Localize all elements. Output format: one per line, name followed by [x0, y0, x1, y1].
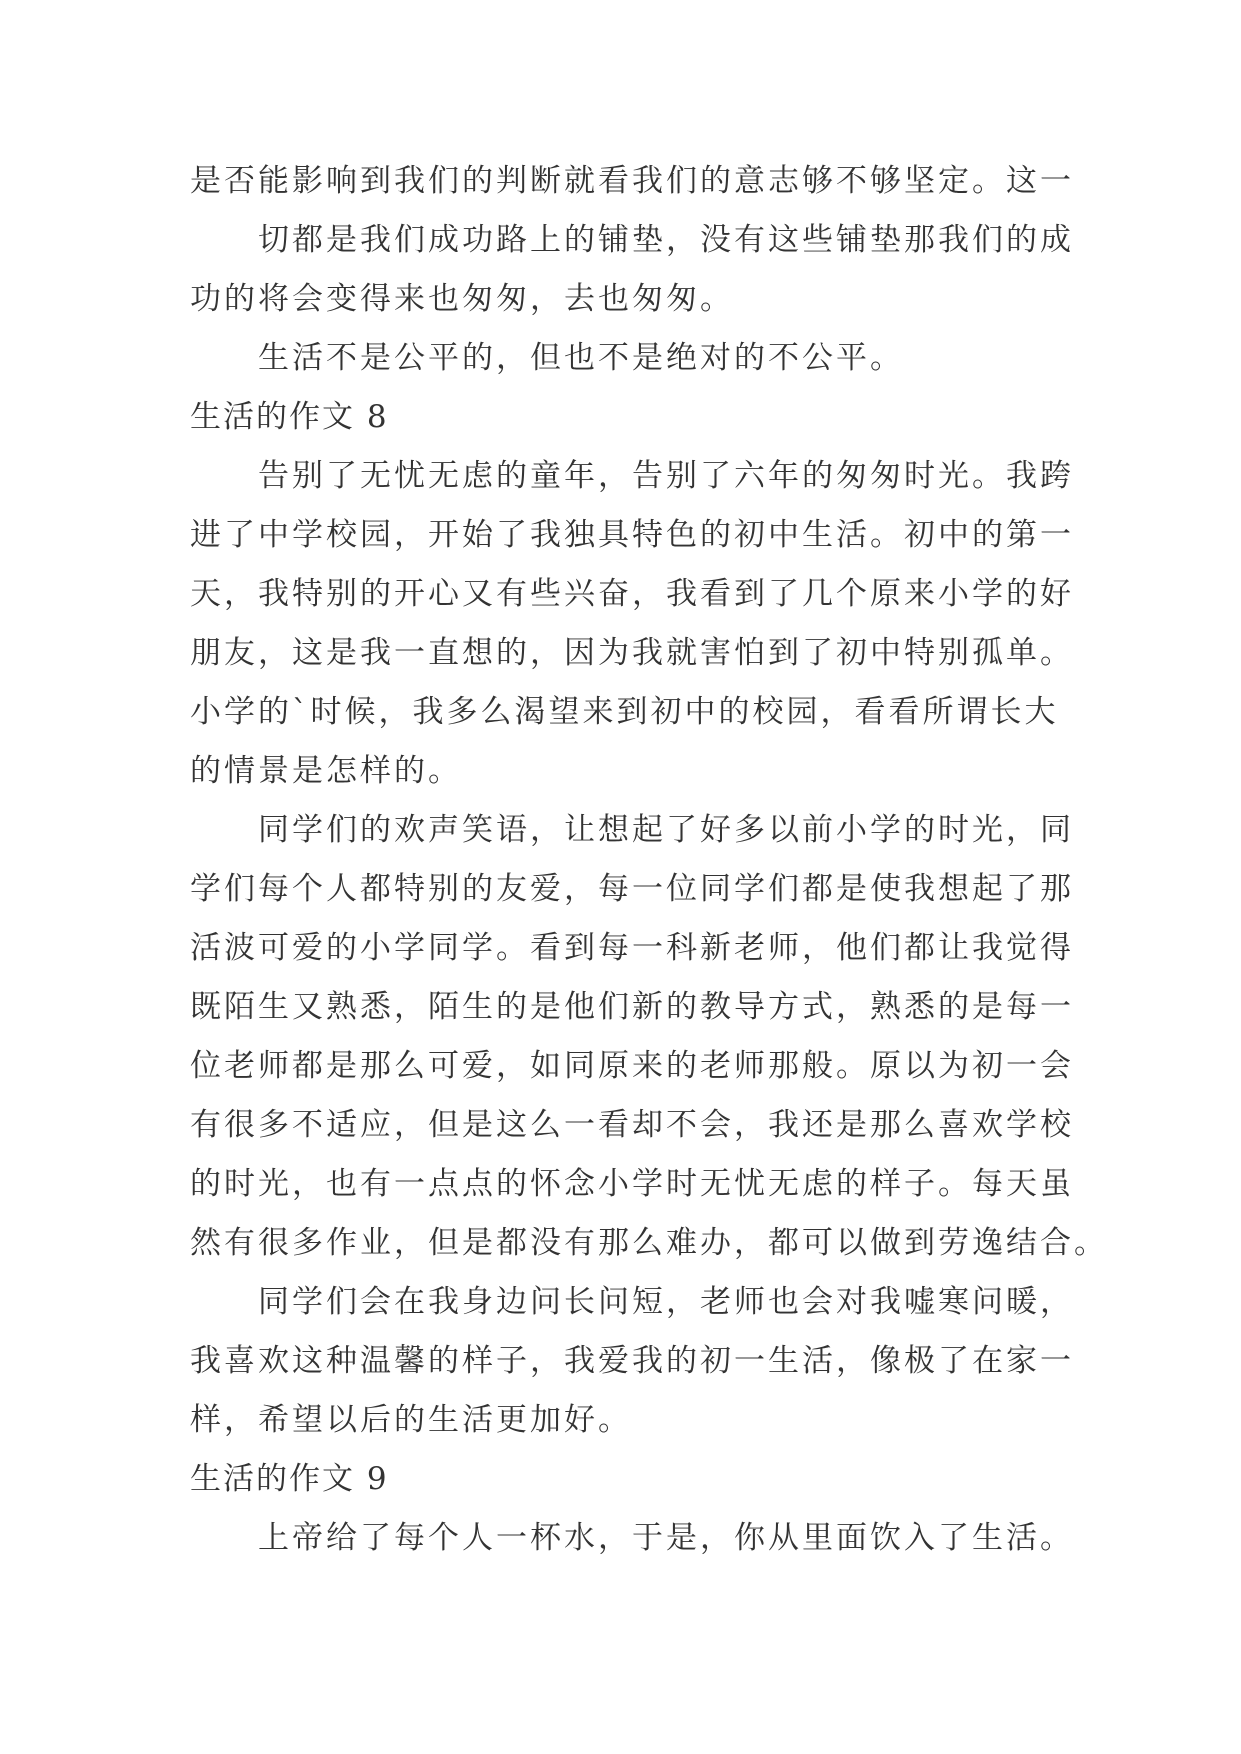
text-line: 样，希望以后的生活更加好。: [190, 1402, 632, 1438]
document-body: [190, 152, 1108, 1568]
text-line: 学们每个人都特别的友爱，每一位同学们都是使我想起了那: [190, 871, 1074, 907]
text-line: 朋友，这是我一直想的，因为我就害怕到了初中特别孤单。: [190, 635, 1074, 671]
text-line: 生活不是公平的，但也不是绝对的不公平。: [258, 340, 904, 376]
text-line: 有很多不适应，但是这么一看却不会，我还是那么喜欢学校: [190, 1107, 1074, 1143]
text-line: 是否能影响到我们的判断就看我们的意志够不够坚定。这一: [190, 163, 1074, 199]
text-line: 同学们会在我身边问长问短，老师也会对我嘘寒问暖，: [258, 1284, 1074, 1320]
text-line: 小学的`时候，我多么渴望来到初中的校园，看看所谓长大: [190, 694, 1059, 730]
section-heading: 生活的作文 9: [190, 1461, 389, 1497]
text-line: 既陌生又熟悉，陌生的是他们新的教导方式，熟悉的是每一: [190, 989, 1074, 1025]
text-line: 活波可爱的小学同学。看到每一科新老师，他们都让我觉得: [190, 930, 1074, 966]
text-line: 的情景是怎样的。: [190, 753, 462, 789]
text-line: 功的将会变得来也匆匆，去也匆匆。: [190, 281, 734, 317]
text-line: 告别了无忧无虑的童年，告别了六年的匆匆时光。我跨: [258, 458, 1074, 494]
text-line: 然有很多作业，但是都没有那么难办，都可以做到劳逸结合。: [190, 1225, 1108, 1261]
section-heading: 生活的作文 8: [190, 399, 389, 435]
text-line: 天，我特别的开心又有些兴奋，我看到了几个原来小学的好: [190, 576, 1074, 612]
text-line: 的时光，也有一点点的怀念小学时无忧无虑的样子。每天虽: [190, 1166, 1074, 1202]
text-line: 同学们的欢声笑语，让想起了好多以前小学的时光，同: [258, 812, 1074, 848]
text-line: 位老师都是那么可爱，如同原来的老师那般。原以为初一会: [190, 1048, 1074, 1084]
text-line: 我喜欢这种温馨的样子，我爱我的初一生活，像极了在家一: [190, 1343, 1074, 1379]
text-line: 切都是我们成功路上的铺垫，没有这些铺垫那我们的成: [258, 222, 1074, 258]
text-line: 上帝给了每个人一杯水，于是，你从里面饮入了生活。: [258, 1520, 1074, 1556]
text-line: 进了中学校园，开始了我独具特色的初中生活。初中的第一: [190, 517, 1074, 553]
